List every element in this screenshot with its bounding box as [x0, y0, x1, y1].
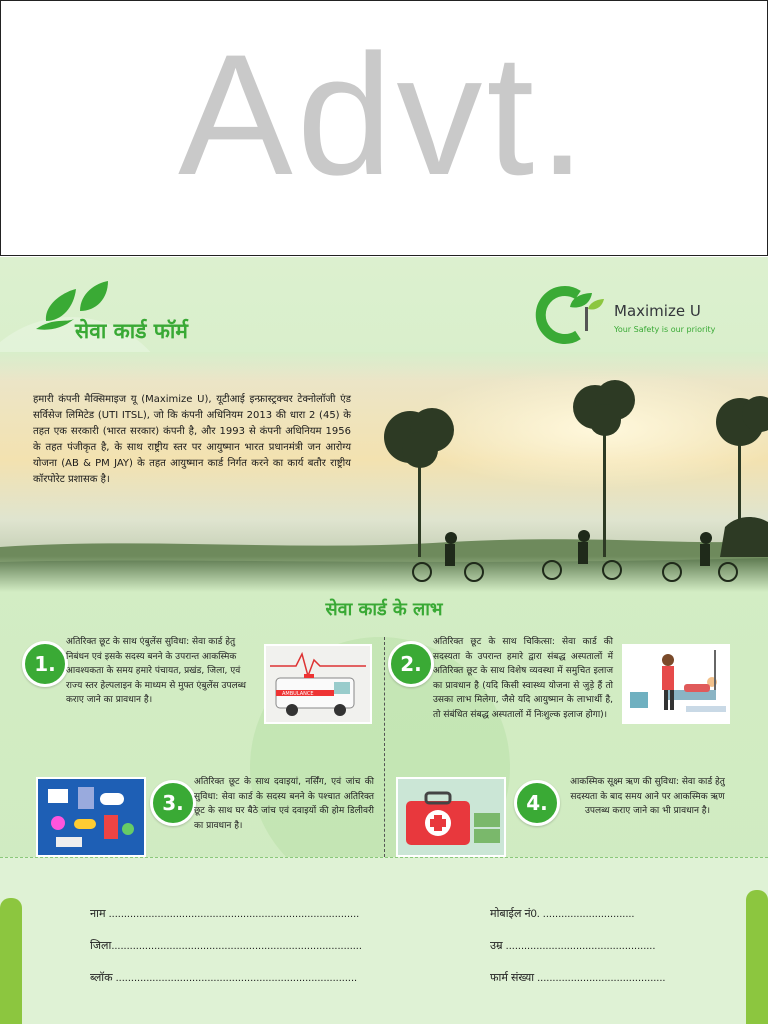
benefit-text-3: अतिरिक्त छूट के साथ दवाइयां, नर्सिंग, एवं जांच की सुविधा: सेवा कार्ड के सदस्य बनने के पश्चात अतिरिक्त छूट के साथ घर बैठे जांच एवं दवाइयों की होम डिलीवरी का प्रावधान है। — [194, 777, 374, 831]
medicines-image — [36, 777, 146, 857]
form-title: सेवा कार्ड फॉर्म — [75, 319, 188, 343]
maximize-u-logo — [530, 285, 730, 345]
advertisement-box — [0, 0, 768, 256]
benefit-number-1: 1. — [22, 641, 68, 687]
decor-bar — [746, 890, 768, 1024]
first-aid-kit-icon — [398, 779, 504, 855]
mobile-field[interactable]: मोबाईल नं0. .............................. — [490, 908, 635, 920]
advertisement-label: Advt. — [178, 19, 590, 211]
block-field[interactable]: ब्लॉक ............................................................................... — [90, 972, 358, 984]
benefits-title: सेवा कार्ड के लाभ — [325, 599, 443, 620]
logo-mark-icon — [530, 285, 610, 345]
ambulance-icon — [266, 646, 370, 722]
intro-paragraph: हमारी कंपनी मैक्सिमाइज यू (Maximize U), यूटीआई इन्फ्रास्ट्रक्चर टेक्नोलॉजी एंड सर्विसेज लिमिटेड (UTI ITSL), जो कि कंपनी अधिनियम 2013 की धारा 2 (45) के तहत एक सरकारी (भारत सरकार) कंपनी है, और 1993 से कंपनी अधिनियम 1956 के तहत पंजीकृत है, के साथ राष्ट्रीय स्तर पर आयुष्मान भारत प्रधानमंत्री जन आरोग्य योजना (AB & PM JAY) के तहत आयुष्मान कार्ड निर्गत करने का कार्य बतौर राष्ट्रीय कॉरपोरेट प्रशासक है। — [33, 394, 351, 485]
logo-tagline: Your Safety is our priority — [614, 325, 716, 334]
registration-form — [0, 857, 768, 1024]
district-field[interactable]: जिला.................................................................................. — [90, 940, 362, 952]
benefit-number-2: 2. — [388, 641, 434, 687]
ambulance-label: AMBULANCE — [282, 691, 314, 697]
logo-name: Maximize U — [614, 302, 701, 320]
benefit-text-4: आकस्मिक सूक्ष्म ऋण की सुविधा: सेवा कार्ड हेतु सदस्यता के बाद समय आने पर आकस्मिक ऋण उपलब्ध कराए जाने का भी प्रावधान है। — [570, 777, 725, 816]
nurse-patient-image — [622, 644, 730, 724]
decor-bar — [0, 898, 22, 1024]
pills-icon — [38, 779, 144, 855]
age-field[interactable]: उम्र ................................................. — [490, 940, 656, 952]
hospital-bed-icon — [624, 646, 728, 722]
benefit-text-1: अतिरिक्त छूट के साथ एंबुलेंस सुविधा: सेवा कार्ड हेतु निबंधन एवं इसके सदस्य बनने के उपरान्त आकस्मिक आवश्यकता के समय हमारे पंचायत, प्रखंड, जिला, एवं राज्य स्तर हेल्पलाइन के माध्यम से मुफ्त एंबुलेंस उपलब्ध कराए जाने का प्रावधान है। — [66, 637, 247, 705]
name-field[interactable]: नाम .................................................................................. — [90, 908, 360, 920]
benefit-number-3: 3. — [150, 780, 196, 826]
first-aid-image — [396, 777, 506, 857]
divider — [384, 637, 385, 857]
benefit-number-4: 4. — [514, 780, 560, 826]
form-number-field[interactable]: फार्म संख्या .......................................... — [490, 972, 666, 984]
ambulance-image — [264, 644, 372, 724]
benefit-text-2: अतिरिक्त छूट के साथ चिकित्सा: सेवा कार्ड की सदस्यता के उपरान्त हमारे द्वारा संबद्ध अस्पतालों में अतिरिक्त छूट के साथ विशेष व्यवस्था में समुचित इलाज का प्रावधान है (यदि किसी स्वास्थ्य योजना से जुड़े हैं तो उसका लाभ मिलेगा, जैसे यदि आयुष्मान के लाभार्थी है, तो संबंधित संबद्ध अस्पतालों में निःशुल्क इलाज होगा)। — [433, 637, 613, 720]
seva-card-form — [0, 257, 768, 1024]
